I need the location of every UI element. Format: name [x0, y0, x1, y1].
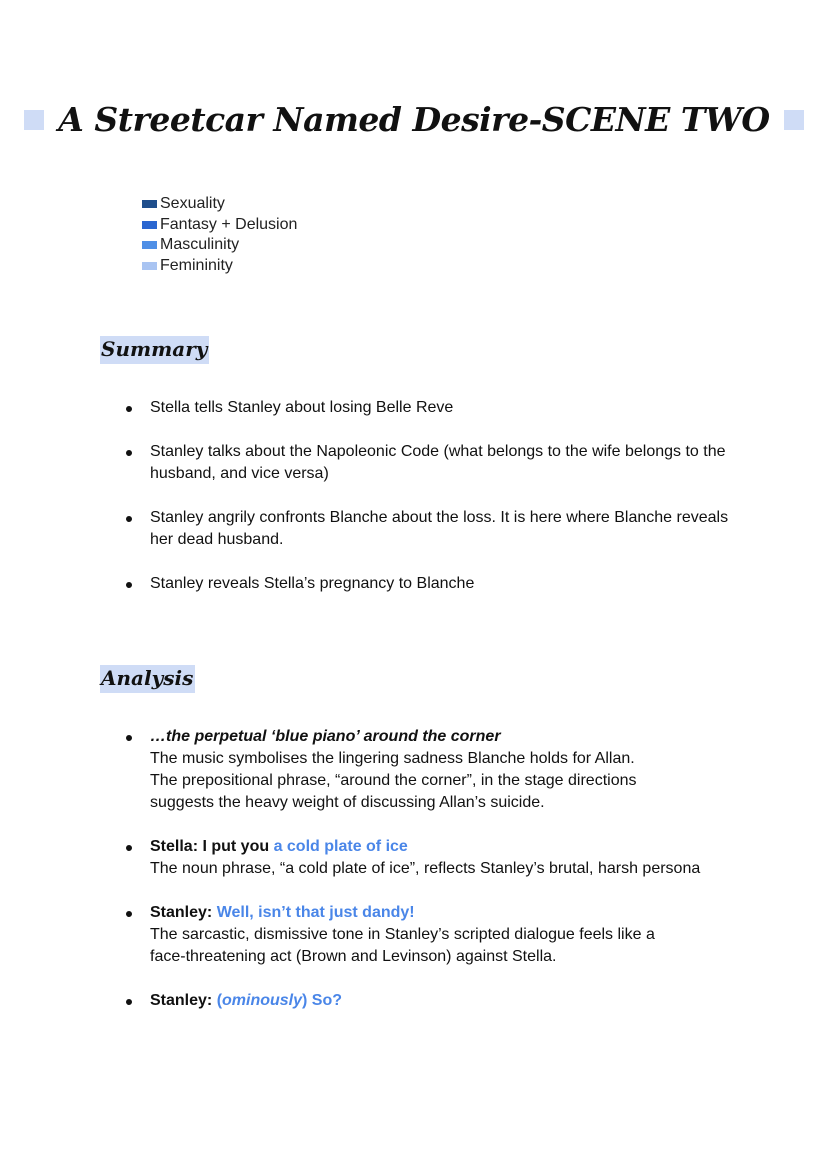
- title-row: [0, 100, 828, 139]
- list-item: [120, 397, 740, 419]
- theme-legend: [142, 194, 297, 276]
- analysis-list: [120, 726, 760, 1034]
- bullet-icon: [126, 911, 132, 917]
- analysis-line: The music symbolises the lingering sadness Blanche holds for Allan.: [150, 750, 635, 767]
- list-item: [120, 726, 760, 814]
- analysis-line: The prepositional phrase, “around the corner”, in the stage directions suggests the heavy weight of discussing Allan’s suicide.: [150, 772, 637, 811]
- legend-label: Femininity: [160, 256, 233, 274]
- highlighted-quote: a cold plate of ice: [273, 838, 408, 855]
- speaker-label: Stanley:: [150, 904, 217, 921]
- bullet-icon: [126, 582, 132, 588]
- legend-item-masculinity: [142, 235, 297, 256]
- summary-item-text: Stella tells Stanley about losing Belle Reve: [150, 399, 454, 416]
- legend-swatch: [142, 262, 157, 270]
- summary-item-text: Stanley angrily confronts Blanche about the loss. It is here where Blanche reveals her dead husband.: [150, 509, 729, 548]
- list-item: [120, 441, 740, 485]
- stage-direction: ominously: [222, 992, 303, 1009]
- legend-swatch: [142, 221, 157, 229]
- list-item: [120, 902, 760, 968]
- stage-direction-open: (: [216, 992, 223, 1009]
- bullet-icon: [126, 845, 132, 851]
- summary-list: [120, 397, 740, 617]
- summary-heading: Summary: [100, 336, 209, 364]
- document-title: A Streetcar Named Desire-SCENE TWO: [58, 100, 770, 139]
- analysis-line: The sarcastic, dismissive tone in Stanley’s scripted dialogue feels like a face-threatening act (Brown and Levinson) against Stella.: [150, 926, 655, 965]
- summary-item-text: Stanley reveals Stella’s pregnancy to Blanche: [150, 575, 475, 592]
- list-item: [120, 507, 740, 551]
- bullet-icon: [126, 999, 132, 1005]
- analysis-heading: Analysis: [100, 665, 195, 693]
- legend-item-fantasy-delusion: [142, 215, 297, 236]
- analysis-line: The noun phrase, “a cold plate of ice”, reflects Stanley’s brutal, harsh persona: [150, 860, 701, 877]
- legend-item-femininity: [142, 256, 297, 277]
- list-item: [120, 990, 760, 1012]
- bullet-icon: [126, 406, 132, 412]
- legend-swatch: [142, 241, 157, 249]
- bullet-icon: [126, 516, 132, 522]
- legend-label: Masculinity: [160, 236, 240, 254]
- speaker-label: Stanley:: [150, 992, 217, 1009]
- analysis-quote: …the perpetual ‘blue piano’ around the corner: [150, 728, 501, 745]
- title-left-square: [24, 110, 44, 130]
- summary-item-text: Stanley talks about the Napoleonic Code (what belongs to the wife belongs to the husband, and vice versa): [150, 443, 726, 482]
- legend-swatch: [142, 200, 157, 208]
- highlighted-quote: Well, isn’t that just dandy!: [216, 904, 415, 921]
- legend-label: Sexuality: [160, 195, 225, 213]
- legend-item-sexuality: [142, 194, 297, 215]
- list-item: [120, 836, 760, 880]
- list-item: [120, 573, 740, 595]
- stage-direction-close: ) So?: [302, 992, 343, 1009]
- bullet-icon: [126, 735, 132, 741]
- legend-label: Fantasy + Delusion: [160, 215, 298, 233]
- bullet-icon: [126, 450, 132, 456]
- title-right-square: [784, 110, 804, 130]
- speaker-label: Stella: I put you: [150, 838, 274, 855]
